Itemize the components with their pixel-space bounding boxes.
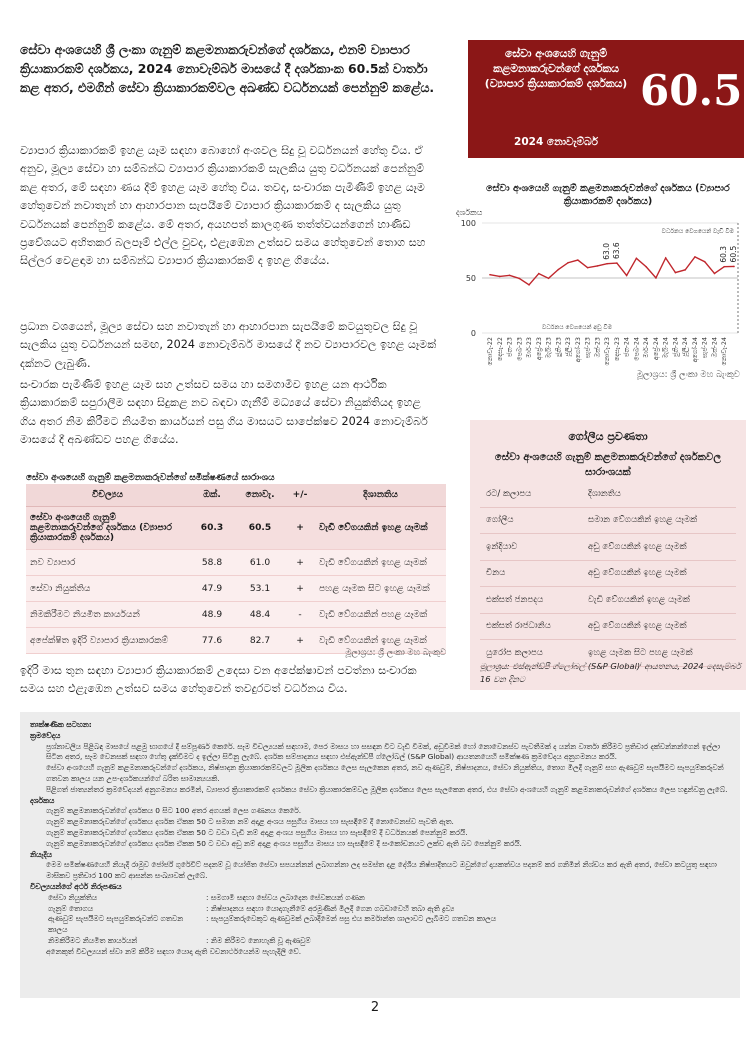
chart-source: මූලාශ්‍රය: ශ්‍රී ලංකා මහ බැංකුව xyxy=(636,370,740,380)
chart-xtick: අගෝ-24 xyxy=(690,337,699,363)
global-region: එක්සත් රාජධානිය xyxy=(480,613,582,640)
chart-xtick: දෙසැ-23 xyxy=(612,337,621,362)
chart-point xyxy=(684,269,686,271)
chart-xtick: ජූලි-23 xyxy=(564,337,573,357)
global-direction: සමාන වේගයකින් ඉහළ යෑමක් xyxy=(582,507,736,534)
chart-point xyxy=(675,272,677,274)
chart-xtick: ඔක්-24 xyxy=(710,337,719,358)
chart-ytick: 0 xyxy=(470,329,476,338)
cell-direction: වැඩි වේගයකින් ඉහළ යෑමක් xyxy=(315,507,446,550)
chart-xtick: ඔක්-23 xyxy=(593,337,602,358)
chart-xtick: මැයි-24 xyxy=(661,337,670,359)
cell-variable: නිමකිරීමට නියමිත කාර්යයන් xyxy=(26,602,189,628)
cell-nov: 53.1 xyxy=(235,576,285,602)
chart-point xyxy=(606,263,608,265)
global-direction: අඩු වේගයකින් ඉහළ යෑමක් xyxy=(582,534,736,561)
chart-point xyxy=(665,257,667,259)
sample-text: මෙම සමීක්ෂණයෙහි නියැදි රාමුව ජෝර්ජ් ගුරේවිට් පදනම් වූ යෝජිත සේවා සපයන්නන් ලබාගන්නා ලද සමස්ත දළ දේශීය නිෂ්පාදිතයට ඔවුන්ගේ දායකත්වය පදනම් කර ගනිමින් නිශ්චය කර ඇති අතර, සේවා කටයුතු සඳහා මාසිකව ප්‍රතිචාර 100 කට ආසන්න සංඛ්‍යාවක් ලැබේ. xyxy=(46,860,717,881)
chart-point xyxy=(577,259,579,261)
global-table-header xyxy=(480,481,736,507)
chart-point xyxy=(567,262,569,264)
chart-xtick: ජන-23 xyxy=(505,337,514,357)
chart-data-label: 63.0 xyxy=(602,242,612,260)
chart-xtick: පෙබ-24 xyxy=(632,337,641,361)
cell-variable: නව ව්‍යාපාර xyxy=(26,550,189,576)
highlight-value: 60.5 xyxy=(640,66,743,115)
global-direction: ඉහළ යෑමක සිට පහළ යෑමක් xyxy=(582,640,736,667)
chart-point xyxy=(538,273,540,275)
chart-title: සේවා අංශයෙහි ගැනුම් කළමනාකරුවන්ගේ දර්ශකය (ව්‍යාපාර ක්‍රියාකාරකම් දර්ශකය) xyxy=(486,183,730,207)
chart-xtick: අගෝ-23 xyxy=(573,337,582,363)
global-trends-source: මූලාශ්‍රය: එස්ඇන්ඩ්පී ග්ලෝබල් (S&P Global)ⁱ ආයතනය, 2024 දෙසැම්බර් 16 වන දිනට xyxy=(480,661,741,684)
cell-oct: 48.9 xyxy=(189,602,235,628)
chart-point xyxy=(626,275,628,277)
global-table-row xyxy=(480,587,736,614)
chart-point xyxy=(655,277,657,279)
table-row xyxy=(26,576,446,602)
chart-xtick: අප්‍රේ-24 xyxy=(651,337,660,361)
paragraph-new-business: ප්‍රධාන වශයෙන්, මූල්‍ය සේවා සහ නවාතැන් හා ආහාරපාන සැපයීමේ කටයුතුවල සිදු වූ සැලකිය යුතු වර්ධනයන් සමඟ, 2024 නොවැම්බර් මාසයේ දී නව ව්‍යාපාරවල ඉහළ යෑමක් දක්නට ලැබුණි. xyxy=(20,320,437,370)
global-table-row xyxy=(480,507,736,534)
chart-point xyxy=(587,267,589,269)
definition-text: : නිම කිරීමට නොහැකි වූ ඇණවුම් xyxy=(206,935,311,945)
interpretation-line: ගැනුම් කළමනාකරුවන්ගේ දර්ශකය දර්ශක ඒකක 50 ට වඩා අඩු නම් අදාළ අංශය පසුගිය මාසය හා සැසඳීමේ දී සංකෝචනයට ලක්ව ඇති බව පෙන්නුම් කරයි. xyxy=(46,838,522,848)
global-col-direction: දිශානතිය xyxy=(582,481,736,507)
chart-point xyxy=(704,261,706,263)
global-direction: වැඩි වේගයකින් ඉහළ යෑමක් xyxy=(582,587,736,614)
chart-point xyxy=(558,269,560,271)
definitions-last-line: අනෙකුත් විචල්‍යයන් ස්වා නම් කිරීම සඳහා යොදා ඇති වචනාර්ථයෙන්ම පැහැදිලි වේ. xyxy=(46,946,302,956)
chart-xtick: ජන-24 xyxy=(622,337,631,357)
interpretation-line: ගැනුම් කළමනාකරුවන්ගේ දර්ශකය දර්ශක ඒකක 50 ට වඩා වැඩි නම් අදාළ අංශය පසුගිය මාසය හා සැසඳීමේ දී වර්ධනයක් පෙන්නුම් කරයි. xyxy=(46,827,468,837)
table-row xyxy=(26,602,446,628)
highlight-title: සේවා අංශයෙහි ගැනුම් කළමනාකරුවන්ගේ දර්ශකය (ව්‍යාපාර ක්‍රියාකාරකම් දර්ශකය) xyxy=(484,47,628,90)
chart-upper-band-label: වර්ධනය වෙගයෙන් වැඩි වීම xyxy=(661,228,734,235)
chart-xtick: ජුනි-24 xyxy=(671,337,680,357)
chart-data-label: 63.6 xyxy=(611,242,621,260)
interpretation-heading: දර්ශකය xyxy=(30,795,55,805)
headline: සේවා අංශයෙහි ශ්‍රී ලංකා ගැනුම් කළමනාකරුවන්ගේ දර්ශකය, එනම් ව්‍යාපාර ක්‍රියාකාරකම් දර්ශකය, 2024 නොවැම්බර් මාසයේ දී දර්ශකාංක 60.5ක් වාර්තා කළ අතර, එමගින් සේවා ක්‍රියාකාරකම්වල අඛණ්ඩ වර්ධනයක් පෙන්නුම් කළේය. xyxy=(20,42,435,96)
chart-xtick: මැයි-23 xyxy=(544,337,553,359)
chart-point xyxy=(499,276,501,278)
cell-nov: 82.7 xyxy=(235,628,285,654)
cell-direction: වැඩි වේගයකින් ඉහළ යෑමක් xyxy=(315,550,446,576)
chart-point xyxy=(733,266,735,268)
global-trends-subheading: සේවා අංශයෙහි ගැනුම් කළමනාකරුවන්ගේ දර්ශකවල සාරාංශයක් xyxy=(494,452,722,478)
methodology-heading: ක්‍රමවේදය xyxy=(30,730,61,740)
definition-term: සේවා නියුක්තිය xyxy=(48,892,98,902)
interpretation-line: ගැනුම් කළමනාකරුවන්ගේ දර්ශකය දර්ශක ඒකක 50 ට සමාන නම් අදාළ අංශය පසුගිය මාසය හා සැසඳීමේ දී නොවෙනස්ව පැවති ඇත. xyxy=(46,817,454,827)
col-variable: විචල්‍යය xyxy=(26,484,189,507)
cell-change: + xyxy=(285,628,315,654)
methodology-text: ප්‍රශ්නාවලිය පිළිබඳ මාසයේ පළමු භාගයේ දී සම්පූර්ණ කෙරේ. සෑම විචල්‍යයක් සඳහාම, පෙර මාසය හා සසඳන විට වැඩි වීමක්, අඩුවීමක් හෝ නොවෙනස්ව පැවතීමක් ද යන්න වාර්තා කිරීමට ප්‍රතිචාර දක්වන්නන්ගෙන් ඉල්ලා සිටින අතර, සෑම වෙනසක් සඳහා හේතු දැක්වීමට ද ඉල්ලා සිටිනු ලැබේ. දර්ශක සම්පාදනය සඳහා එස්ඇන්ඩ්පී ග්ලෝබල් (S&P Global) ආයතනයෙහි සමීක්ෂණ ක්‍රමවේදය අනුගමනය කරයි. xyxy=(46,741,721,762)
highlight-month: 2024 නොවැම්බර් xyxy=(514,136,598,148)
chart-data-label: 60.5 xyxy=(729,245,738,263)
definition-text: : නිෂ්පාදනය සඳහා යොදාගැනීමේ අරමුණින් මිලදී ගෙන ගබඩාවෙහි තබා ඇති ද්‍රව්‍ය xyxy=(206,903,455,913)
global-region: ඉන්දියාව xyxy=(480,534,582,561)
chart-point xyxy=(694,256,696,258)
pmi-line-chart xyxy=(456,205,746,370)
global-region: චීනය xyxy=(480,560,582,587)
col-change: +/- xyxy=(285,484,315,507)
cell-direction: වැඩි වේගයකින් පහළ යෑමක් xyxy=(315,602,446,628)
col-direction: දිශානතිය xyxy=(315,484,446,507)
cell-variable: සේවා අංශයෙහි ගැනුම් කළමනාකරුවන්ගේ දර්ශකය (ව්‍යාපාර ක්‍රියාකාරකම් දර්ශකය) xyxy=(26,507,189,550)
interpretation-line: ගැනුම් කළමනාකරුවන්ගේ දර්ශකය 0 සිට 100 අතර අගයක් ලෙස ගණනය කෙරේ. xyxy=(46,806,302,816)
technical-notes xyxy=(20,712,740,998)
chart-point xyxy=(616,262,618,264)
cell-nov: 60.5 xyxy=(235,507,285,550)
cell-oct: 60.3 xyxy=(189,507,235,550)
cell-oct: 58.8 xyxy=(189,550,235,576)
cell-nov: 61.0 xyxy=(235,550,285,576)
cell-variable: සේවා නියුක්තිය xyxy=(26,576,189,602)
definition-text: : සමගාමී සඳහා සේවය ලබාදෙන සේවකයන් ගණන xyxy=(206,892,365,902)
global-direction: අඩු වේගයකින් ඉහළ යෑමක් xyxy=(582,560,736,587)
cell-oct: 77.6 xyxy=(189,628,235,654)
chart-xtick: සැප්-24 xyxy=(700,337,709,359)
chart-point xyxy=(636,258,638,260)
global-table-row xyxy=(480,534,736,561)
table-row xyxy=(26,550,446,576)
col-nov: නොවැ. xyxy=(235,484,285,507)
chart-ylabel: දර්ශකය xyxy=(456,208,483,217)
chart-point xyxy=(714,273,716,275)
global-region: යුරෝප කලාපය xyxy=(480,640,582,667)
chart-xtick: නොවැ-23 xyxy=(603,337,612,366)
definition-term: නිමකිරීමට නියමිත කාර්යයන් xyxy=(48,935,138,945)
cell-change: + xyxy=(285,507,315,550)
summary-table-header xyxy=(26,484,446,507)
chart-xtick: නොවැ-22 xyxy=(486,337,494,366)
chart-point xyxy=(509,275,511,277)
page-number: 2 xyxy=(370,1000,380,1015)
cell-nov: 48.4 xyxy=(235,602,285,628)
chart-xtick: ජූලි-24 xyxy=(681,337,690,357)
global-region: ගෝලීය xyxy=(480,507,582,534)
table-row xyxy=(26,507,446,550)
col-oct: ඔක්. xyxy=(189,484,235,507)
cell-direction: වැඩි වේගයකින් ඉහළ යෑමක් xyxy=(315,628,446,654)
chart-point xyxy=(548,278,550,280)
cell-change: - xyxy=(285,602,315,628)
global-table-row xyxy=(480,613,736,640)
cell-variable: අපේක්ෂිත ඉදිරි ව්‍යාපාර ක්‍රියාකාරකම් xyxy=(26,628,189,654)
paragraph-expectations: ඉදිරි මාස තුන සඳහා ව්‍යාපාර ක්‍රියාකාරකම් උදෙසා වන අපේක්ෂාවන් පවත්නා සංචාරක සමය සහ එළැඹෙන උත්සව සමය හේතුවෙන් තවදුරටත් වර්ධනය විය. xyxy=(20,664,417,696)
global-region: එක්සත් ජනපදය xyxy=(480,587,582,614)
global-direction: අඩු වේගයකින් ඉහළ යෑමක් xyxy=(582,613,736,640)
global-trends-table xyxy=(480,481,736,667)
summary-table xyxy=(26,484,446,654)
chart-point xyxy=(489,274,491,276)
global-table-row xyxy=(480,560,736,587)
definition-term: ඇණවුම් සැපයීමට සැපයුම්කරුවන්ට ගතවන කාලය xyxy=(48,914,184,935)
cell-change: + xyxy=(285,550,315,576)
chart-xtick: ජුනි-23 xyxy=(554,337,563,357)
chart-xtick: නොවැ-24 xyxy=(720,337,729,366)
chart-data-label: 60.3 xyxy=(719,245,729,263)
notes-heading: තාක්ෂණික සටහන: xyxy=(30,720,92,729)
chart-point xyxy=(723,266,725,268)
chart-point xyxy=(597,265,599,267)
definitions-heading: විචල්‍යයන්ගේ අර්ථ නිරූපණය xyxy=(30,881,122,891)
cell-change: + xyxy=(285,576,315,602)
global-trends-heading: ගෝලීය ප්‍රවණතා xyxy=(568,430,648,443)
chart-xtick: මාර්-23 xyxy=(525,337,534,358)
cell-oct: 47.9 xyxy=(189,576,235,602)
sample-heading: නියැදිය xyxy=(30,849,52,859)
chart-ytick: 100 xyxy=(460,219,476,228)
definition-term: ගැනුම් තොගය xyxy=(48,903,94,913)
pmi-highlight-box xyxy=(468,40,744,158)
chart-lower-band-label: වර්ධනය වෙගයෙන් අඩු වීම xyxy=(542,324,613,331)
global-col-region: රට/ කලාපය xyxy=(480,481,582,507)
chart-ytick: 50 xyxy=(465,274,476,283)
chart-xtick: මාර්-24 xyxy=(642,337,651,358)
index-text-1: සේවා අංශයෙහි ගැනුම් කළමනාකරුවන්ගේ දර්ශකය, නිෂ්පාදන ක්‍රියාකාරකම්වලට මූලික දර්ශකය ලෙස සැලකෙන අතර, නව ඇණවුම්, නිෂ්පාදනය, සේවා නියුක්තිය, තොග මිලදී ගැනුම් සහ ඇණවුම් සැපයීමට සැපයුම්කරුවන් ගතවන කාලය යන උප-දර්ශකයන්ගේ බරිත සාමාන්‍යයකි. xyxy=(46,763,724,783)
summary-table-title: සේවා අංශයෙහි ගැනුම් කළමනාකරුවන්ගේ සමීක්ෂණයේ සාරාංශය xyxy=(26,473,275,483)
chart-xtick: අප්‍රේ-23 xyxy=(534,337,543,361)
chart-point xyxy=(518,278,520,280)
summary-table-source: මූලාශ්‍රය: ශ්‍රී ලංකා මහ බැංකුව xyxy=(345,647,446,657)
definition-text: : සැපයුම්කරුවෙකුට ඇණවුමක් ලබාදීමෙන් පසු එය කර්මාන්ත ශාලාවට ලැබීමට ගතවන කාලය xyxy=(206,914,497,924)
chart-xtick: පෙබ-23 xyxy=(515,337,524,361)
paragraph-employment: සංචාරක පැමිණීම් ඉහළ යෑම සහ උත්සව සමය හා සමගාමීව ඉහළ යන ආර්ථික ක්‍රියාකාරකම් සපුරාලීම සඳහා සිදුකළ නව බඳවා ගැනීම් මධ්‍යයේ සේවා නියුක්තියද ඉහළ ගිය අතර නිම කිරීමට නියමිත කාර්යයන් පසු ගිය මාසයට සාපේක්ෂව 2024 නොවැම්බර් මාසයේ දී අඛණ්ඩව පහළ ගියේය. xyxy=(20,378,428,447)
paragraph-activity: ව්‍යාපාර ක්‍රියාකාරකම් ඉහළ යෑම සඳහා බොහෝ අංශවල සිදු වූ වර්ධනයන් හේතු විය. ඒ අනුව, මූල්‍ය සේවා හා සම්බන්ධ ව්‍යාපාර ක්‍රියාකාරකම් සැලකිය යුතු වර්ධනයක් පෙන්නුම් කළ අතර, මේ සඳහා ණය දීම් ඉහළ යෑම හේතු විය. තවද, සංචාරක පැමිණීම් ඉහළ යෑම හේතුවෙන් නවාතැන් හා ආහාරපාන සැපයීමේ ව්‍යාපාර ක්‍රියාකාරකම් ද සැලකිය යුතු වර්ධනයක් පෙන්නුම් කළේය. මේ අතර, අයහපත් කාලගුණ තත්ත්වයන්ගෙන් හාණිඩ ප්‍රවේශයට අහිතකර බලපෑම් එල්ල වුවද, එළැඹෙන උත්සව සමය හේතුවෙන් තොග සහ සිල්ලර වෙළඳාම හා සම්බන්ධ ව්‍යාපාර ක්‍රියාකාරකම් ද ඉහළ ගියේය. xyxy=(20,144,426,268)
chart-point xyxy=(645,266,647,268)
chart-xtick: දෙසැ-22 xyxy=(495,337,504,362)
definitions-list xyxy=(30,893,730,947)
chart-series-line xyxy=(490,257,734,285)
chart-xtick: සැප්-23 xyxy=(583,337,592,359)
cell-direction: පහළ යෑමක සිට ඉහළ යෑමක් xyxy=(315,576,446,602)
index-text-2: පිළිගත් ජාත්‍යන්තර ක්‍රමවේදයන් අනුගමනය කරමින්, ව්‍යාපාර ක්‍රියාකාරකම් දර්ශකය සේවා ක්‍රියාකාරකම්වල මූලික දර්ශකය ලෙස සැලකෙන අතර, එය සේවා අංශයෙහි ගැනුම් කළමනාකරුවන්ගේ දර්ශකය ලෙස හඳුන්වනු ලැබේ. xyxy=(46,784,728,794)
chart-point xyxy=(528,284,530,286)
